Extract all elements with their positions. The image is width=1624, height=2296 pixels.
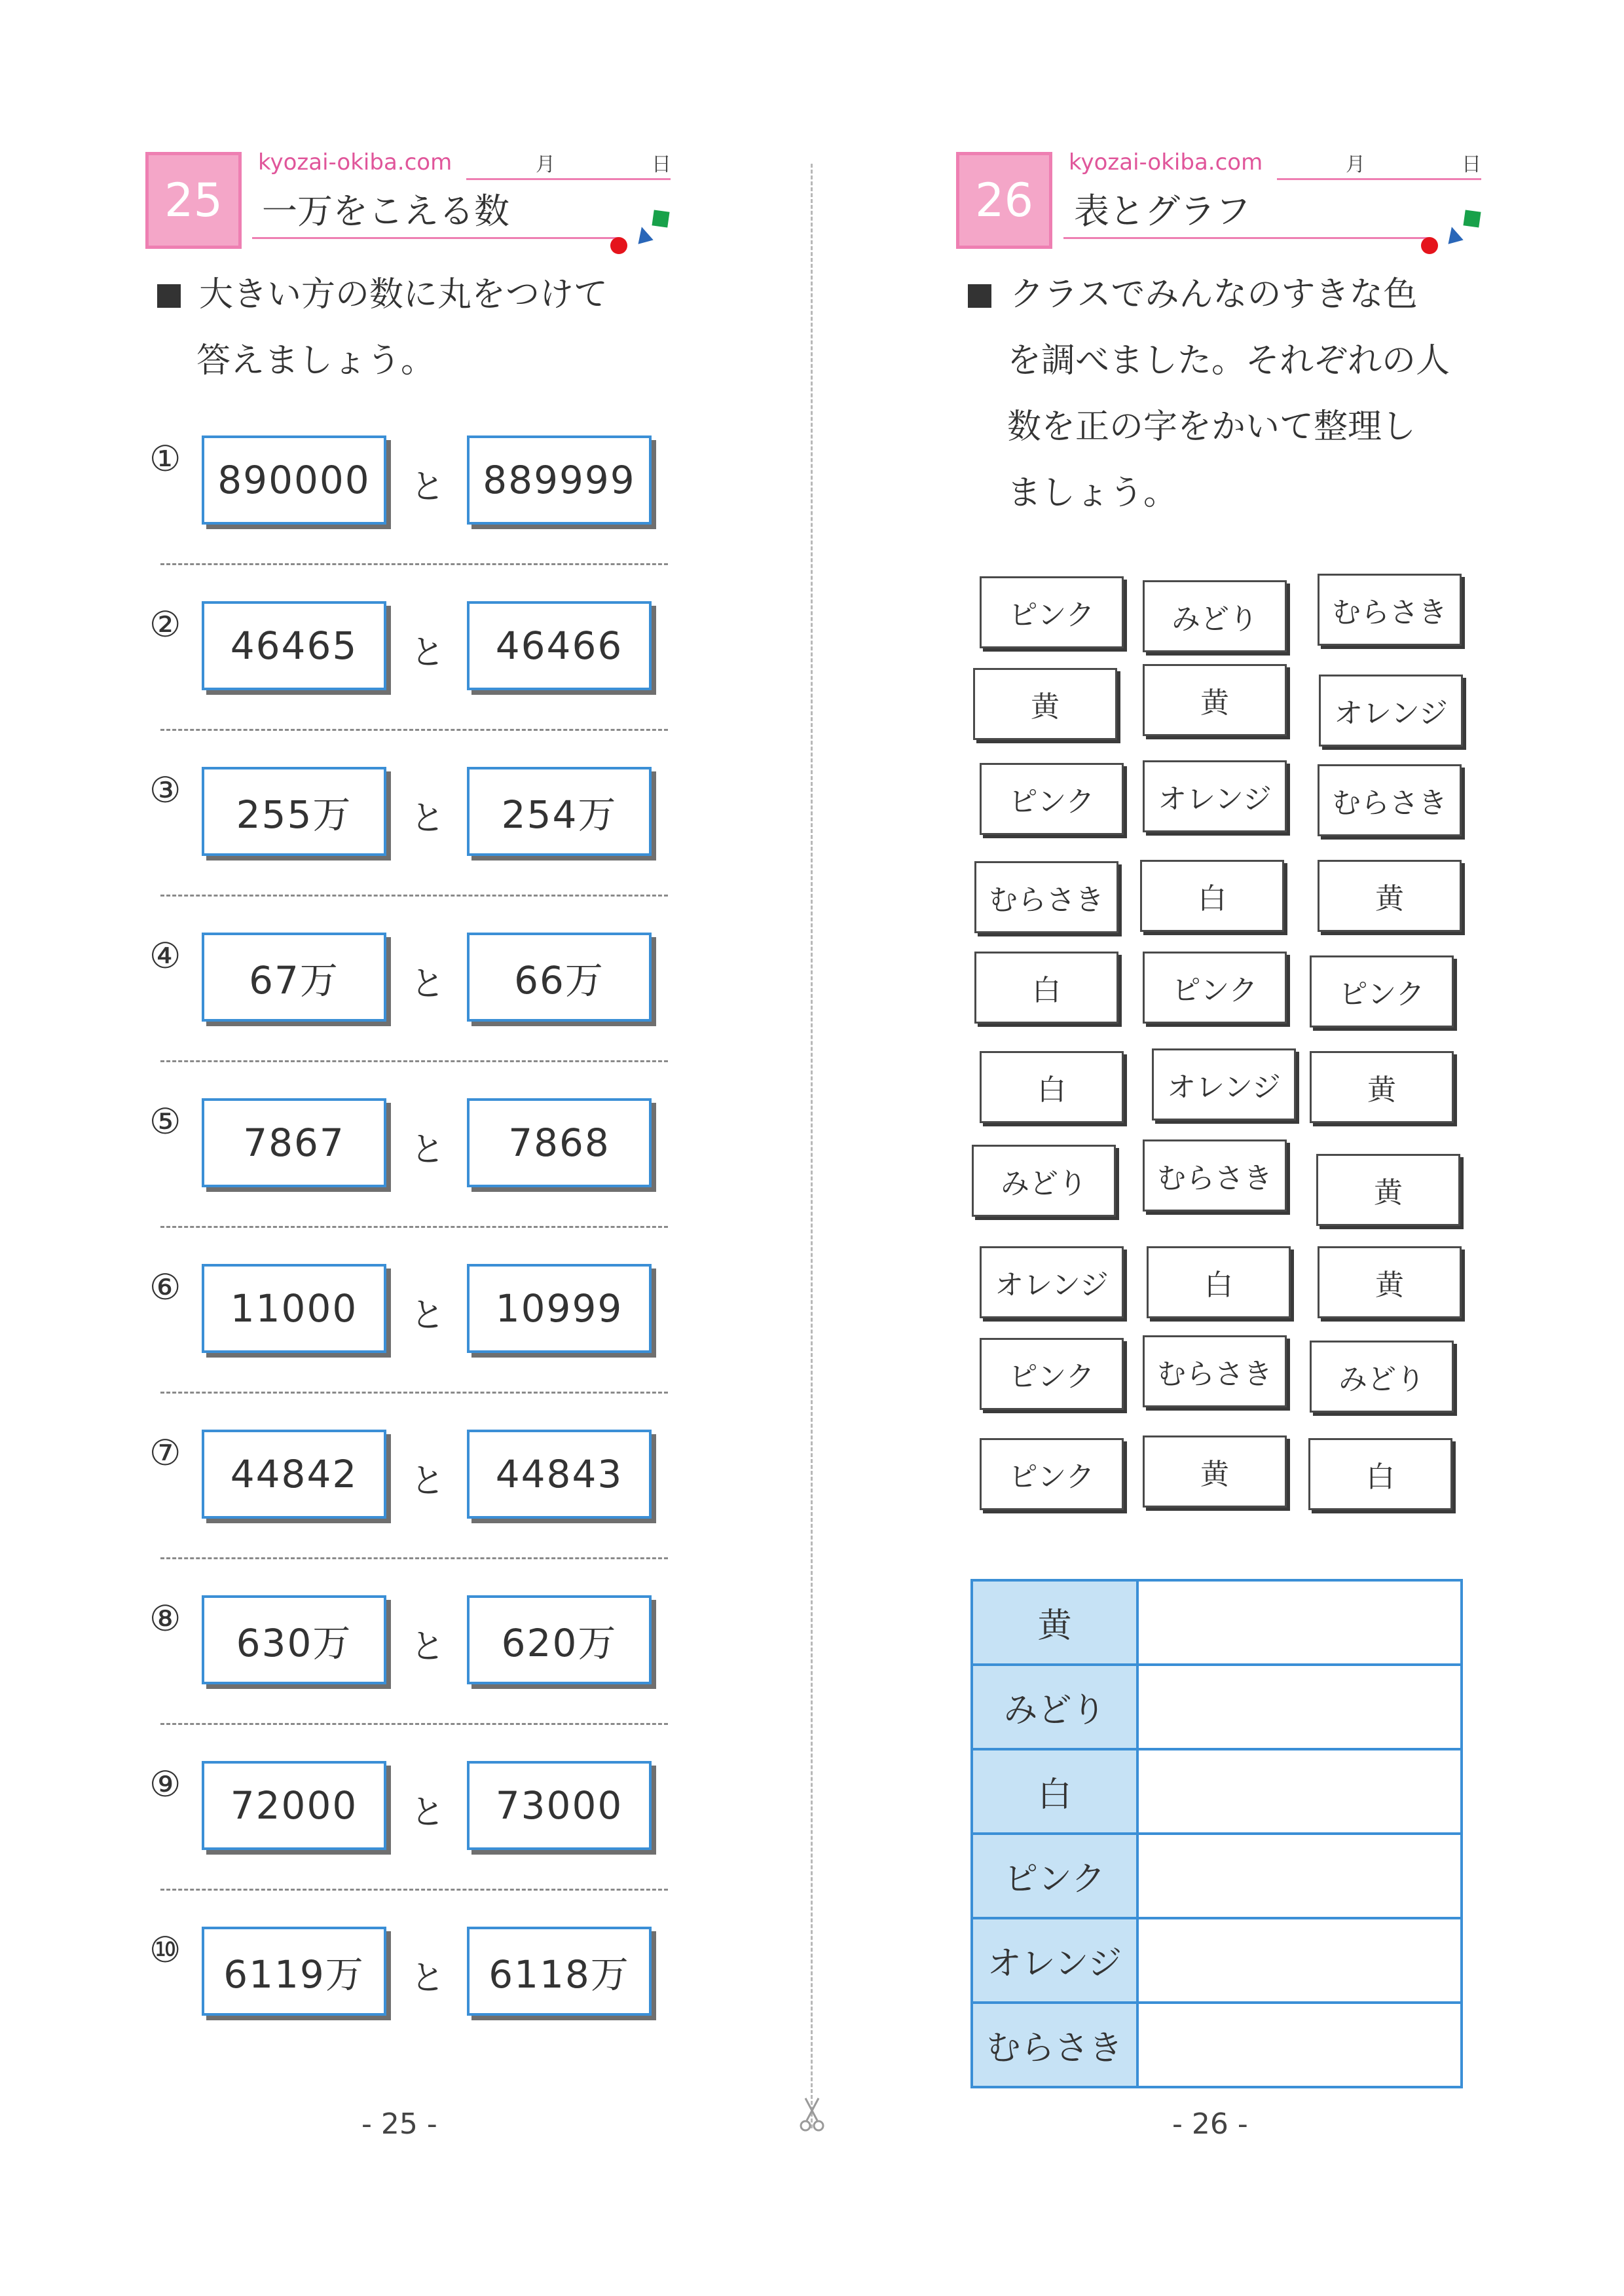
instruction-line4: ましょう。 <box>1007 473 1178 513</box>
dashed-separator <box>160 1060 668 1062</box>
color-card: 黄 <box>1310 1051 1454 1123</box>
number-box-b[interactable]: 66万 <box>467 933 652 1022</box>
problem-label: ③ <box>149 769 181 811</box>
problem-label: ⑥ <box>149 1267 181 1308</box>
page-title: 一万をこえる数 <box>262 191 509 232</box>
page-title: 表とグラフ <box>1074 191 1251 232</box>
tally-color-label: むらさき <box>972 2003 1137 2087</box>
color-card: ピンク <box>980 1338 1124 1410</box>
connector-to: と <box>411 1130 445 1170</box>
instruction-line2: 答えましょう。 <box>196 341 435 380</box>
dashed-separator <box>160 1889 668 1891</box>
title-rule <box>252 237 619 239</box>
problem-label: ⑦ <box>149 1432 181 1473</box>
tally-answer-cell[interactable] <box>1137 1665 1462 1749</box>
number-box-b[interactable]: 620万 <box>467 1595 652 1684</box>
color-card: 黄 <box>1318 860 1462 932</box>
date-rule <box>1277 178 1481 180</box>
number-box-a[interactable]: 7867 <box>202 1098 386 1187</box>
page-footer: - 26 - <box>1172 2107 1248 2141</box>
tally-answer-cell[interactable] <box>1137 1834 1462 1918</box>
color-card: オレンジ <box>1319 675 1463 747</box>
green-square-icon <box>1463 210 1481 227</box>
number-box-b[interactable]: 73000 <box>467 1761 652 1850</box>
color-card: みどり <box>972 1145 1116 1217</box>
dashed-separator <box>160 895 668 897</box>
number-box-b[interactable]: 6118万 <box>467 1927 652 2016</box>
number-box-b[interactable]: 889999 <box>467 435 652 525</box>
number-box-a[interactable]: 46465 <box>202 601 386 690</box>
date-rule <box>466 178 671 180</box>
tally-row <box>972 1834 1462 1918</box>
problem-label: ② <box>149 604 181 645</box>
number-box-a[interactable]: 6119万 <box>202 1927 386 2016</box>
number-box-a[interactable]: 630万 <box>202 1595 386 1684</box>
color-card: 白 <box>1308 1438 1452 1510</box>
color-card: オレンジ <box>1143 760 1287 832</box>
problem-label: ④ <box>149 935 181 976</box>
number-box-b[interactable]: 254万 <box>467 767 652 856</box>
tally-color-label: 黄 <box>972 1580 1137 1665</box>
problem-label: ⑩ <box>149 1929 181 1971</box>
day-label: 日 <box>652 153 671 176</box>
blue-triangle-icon <box>1444 225 1463 244</box>
dashed-separator <box>160 1723 668 1725</box>
color-card: むらさき <box>1318 764 1462 836</box>
tally-answer-cell[interactable] <box>1137 1580 1462 1665</box>
page-number-badge: 25 <box>145 152 242 249</box>
tally-row <box>972 2003 1462 2087</box>
dashed-separator <box>160 563 668 565</box>
color-card: 白 <box>974 952 1118 1024</box>
tally-answer-cell[interactable] <box>1137 2003 1462 2087</box>
dashed-separator <box>160 1392 668 1394</box>
color-card: オレンジ <box>980 1246 1124 1318</box>
problem-label: ⑧ <box>149 1598 181 1639</box>
number-box-b[interactable]: 46466 <box>467 601 652 690</box>
problem-label: ⑨ <box>149 1764 181 1805</box>
color-card: オレンジ <box>1152 1048 1296 1120</box>
dashed-separator <box>160 1226 668 1228</box>
tally-table <box>970 1579 1463 2088</box>
connector-to: と <box>411 633 445 673</box>
color-card: むらさき <box>974 861 1118 933</box>
tally-answer-cell[interactable] <box>1137 1749 1462 1834</box>
connector-to: と <box>411 1627 445 1667</box>
scissors-icon <box>799 2096 825 2132</box>
tally-color-label: オレンジ <box>972 1918 1137 2003</box>
color-card: ピンク <box>980 1438 1124 1510</box>
blue-triangle-icon <box>634 225 653 244</box>
color-card: 白 <box>980 1051 1124 1123</box>
color-card: 黄 <box>1143 664 1287 736</box>
color-card: 黄 <box>973 668 1117 740</box>
dashed-separator <box>160 1557 668 1559</box>
page-footer: - 25 - <box>361 2107 437 2141</box>
tally-row <box>972 1918 1462 2003</box>
color-card: 黄 <box>1318 1246 1462 1318</box>
instruction <box>968 262 1505 527</box>
tally-color-label: 白 <box>972 1749 1137 1834</box>
instruction-line2: を調べました。それぞれの人 <box>1007 341 1450 380</box>
color-card: むらさき <box>1143 1139 1287 1212</box>
color-card: ピンク <box>980 576 1124 648</box>
number-box-a[interactable]: 255万 <box>202 767 386 856</box>
number-box-a[interactable]: 890000 <box>202 435 386 525</box>
color-card: みどり <box>1310 1341 1454 1413</box>
color-card: ピンク <box>1143 952 1287 1024</box>
tally-color-label: みどり <box>972 1665 1137 1749</box>
number-box-a[interactable]: 44842 <box>202 1430 386 1519</box>
tally-row <box>972 1749 1462 1834</box>
color-card: みどり <box>1143 580 1287 652</box>
color-card: ピンク <box>980 763 1124 835</box>
square-bullet-icon <box>968 284 991 308</box>
color-card: むらさき <box>1318 574 1462 646</box>
instruction <box>157 262 694 394</box>
number-box-a[interactable]: 67万 <box>202 933 386 1022</box>
connector-to: と <box>411 1462 445 1501</box>
color-card: ピンク <box>1310 955 1454 1028</box>
number-box-b[interactable]: 7868 <box>467 1098 652 1187</box>
color-card: 白 <box>1147 1246 1291 1318</box>
instruction-line1: クラスでみんなのすきな色 <box>1010 275 1418 314</box>
color-card: 黄 <box>1316 1154 1460 1226</box>
page-number-badge: 26 <box>956 152 1052 249</box>
problem-label: ⑤ <box>149 1101 181 1142</box>
tally-color-label: ピンク <box>972 1834 1137 1918</box>
red-dot-icon <box>1421 237 1438 254</box>
connector-to: と <box>411 468 445 507</box>
instruction-line1: 大きい方の数に丸をつけて <box>199 275 608 314</box>
number-box-a[interactable]: 72000 <box>202 1761 386 1850</box>
tally-row <box>972 1665 1462 1749</box>
color-card: むらさき <box>1143 1335 1287 1407</box>
connector-to: と <box>411 1296 445 1335</box>
dashed-separator <box>160 729 668 731</box>
month-label: 月 <box>536 153 555 176</box>
instruction-line3: 数を正の字をかいて整理し <box>1007 407 1416 447</box>
site-url: kyozai-okiba.com <box>1069 149 1263 176</box>
site-url: kyozai-okiba.com <box>258 149 452 176</box>
color-card: 黄 <box>1143 1435 1287 1508</box>
connector-to: と <box>411 799 445 838</box>
title-rule <box>1063 237 1430 239</box>
connector-to: と <box>411 1793 445 1832</box>
connector-to: と <box>411 1959 445 1998</box>
tally-answer-cell[interactable] <box>1137 1918 1462 2003</box>
month-label: 月 <box>1346 153 1365 176</box>
day-label: 日 <box>1462 153 1481 176</box>
square-bullet-icon <box>157 284 181 308</box>
connector-to: と <box>411 965 445 1004</box>
green-square-icon <box>652 210 669 227</box>
problem-label: ① <box>149 438 181 479</box>
cut-line <box>811 164 813 2128</box>
tally-row <box>972 1580 1462 1665</box>
number-box-a[interactable]: 11000 <box>202 1264 386 1353</box>
red-dot-icon <box>610 237 627 254</box>
number-box-b[interactable]: 10999 <box>467 1264 652 1353</box>
color-card: 白 <box>1140 860 1284 932</box>
number-box-b[interactable]: 44843 <box>467 1430 652 1519</box>
